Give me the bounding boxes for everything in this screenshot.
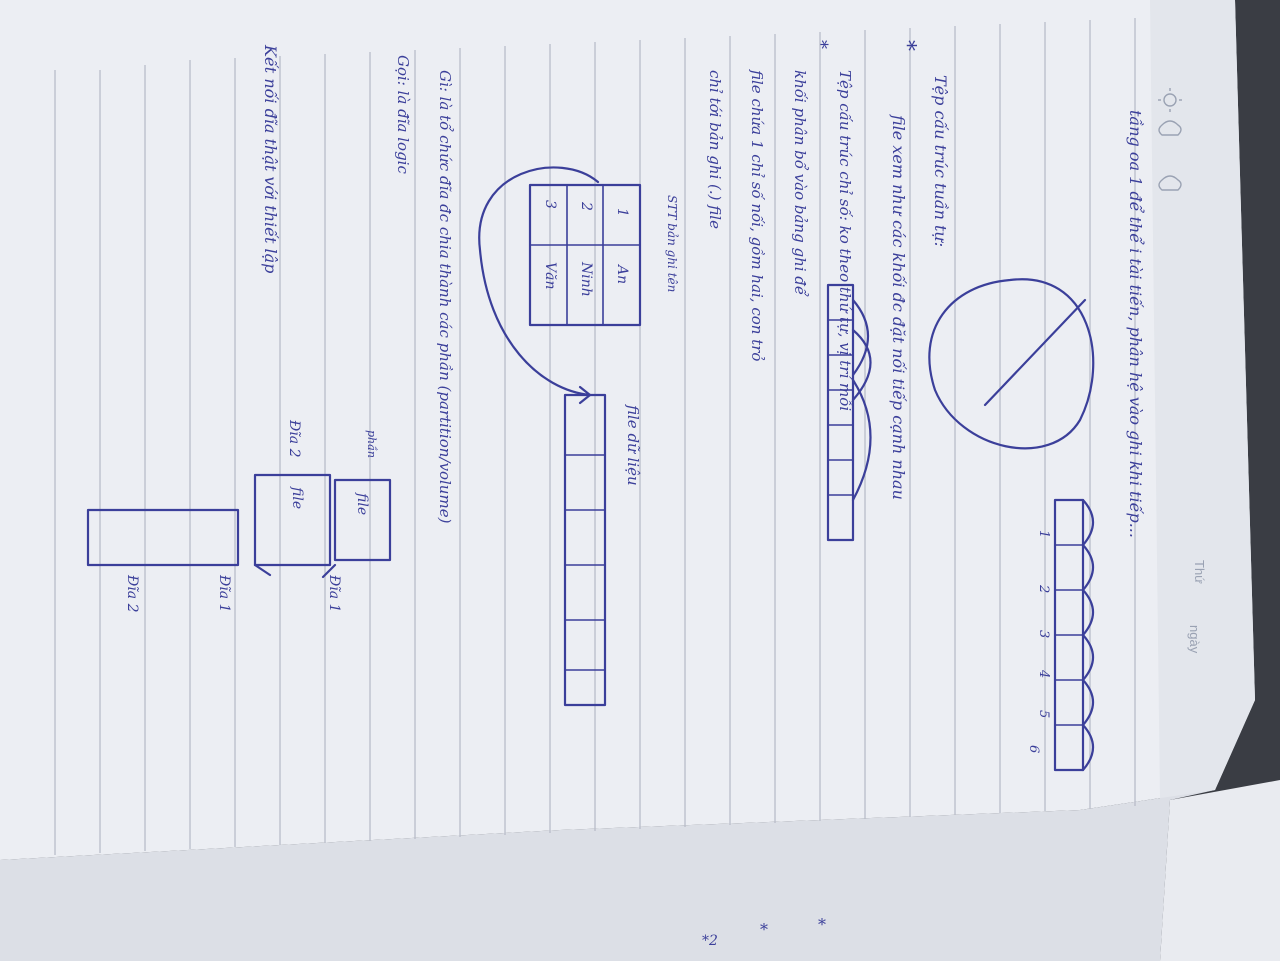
partition-label: phần — [365, 430, 378, 458]
file-label: file — [354, 493, 370, 516]
date-header — [1187, 625, 1202, 654]
index-row-3-name: Văn — [542, 262, 558, 290]
partition-note-2 — [394, 55, 412, 174]
bullet-1-body — [889, 114, 908, 500]
bullet-2-line-4-text: chỉ tới bản ghi (.) file — [706, 70, 724, 229]
partition-note-2-text: Gọi: là đĩa logic — [394, 55, 412, 174]
file-label-2: file — [289, 487, 305, 510]
bullet-1-title — [931, 75, 950, 247]
disk-2-label: Đĩa 2 — [124, 575, 140, 613]
bullet-1-title-text: Tệp cấu trúc tuần tự: — [931, 75, 950, 248]
partition-note — [436, 70, 454, 524]
index-caption-text: STT bản ghi tên — [665, 195, 679, 293]
next-page-mark-1: * — [760, 920, 768, 939]
index-row-2-name: Ninh — [578, 262, 594, 297]
bullet-1-body-text: file xem như các khối đc đặt nối tiếp cạnh nhau — [889, 115, 908, 500]
index-row-1-name: An — [614, 265, 630, 285]
track-5: 5 — [1036, 710, 1051, 719]
index-caption — [665, 195, 679, 292]
bullet-2-line-1 — [836, 70, 854, 411]
index-row-1-stt: 1 — [614, 208, 630, 217]
track-4: 4 — [1036, 670, 1051, 679]
next-page-mark-2: * — [818, 915, 826, 934]
conclusion-text: Kết nối đĩa thật với thiết lập — [261, 45, 280, 274]
bullet-2-line-2-text: khối phân bổ vào bảng ghi để — [791, 70, 809, 296]
note-line-1-text: tầng oa 1 để thể i tài tiến, phân hệ vào ghi khi tiếp... — [1126, 110, 1145, 538]
bullet-2-line-3-text: file chứa 1 chỉ số nối, gồm hai, con trỏ — [748, 70, 766, 362]
disk-2-label-b: Đĩa 2 — [286, 420, 302, 458]
note-line-1 — [1126, 110, 1145, 538]
bullet-1-mark — [894, 40, 919, 51]
track-6: 6 — [1026, 745, 1041, 754]
weekday-header — [1192, 560, 1207, 584]
partition-note-text: Gì: là tổ chức đĩa đc chia thành các phần (partition/volume) — [436, 70, 454, 524]
weekday-label: Thứ — [1192, 560, 1207, 584]
disk-1-label: Đĩa 1 — [326, 575, 342, 613]
index-row-3-stt: 3 — [542, 200, 558, 209]
data-file-label-text: file dữ liệu — [624, 405, 642, 486]
data-file-label — [624, 404, 642, 486]
bullet-2-mark — [810, 40, 831, 49]
bullet-2-line-1-text: Tệp cấu trúc chỉ số: ko theo thứ tự, vị trí mỗi — [836, 70, 854, 412]
disk-1-label-b: Đĩa 1 — [216, 575, 232, 613]
next-page — [1160, 780, 1280, 961]
svg-text:*: * — [894, 40, 919, 51]
bullet-2-line-2 — [791, 70, 809, 297]
date-label: ngày — [1187, 625, 1202, 654]
next-page-mark-3: *2 — [702, 933, 718, 949]
track-3: 3 — [1036, 630, 1051, 639]
bullet-2-line-3 — [748, 69, 766, 361]
svg-text:*: * — [810, 40, 831, 49]
track-2: 2 — [1036, 585, 1051, 594]
index-row-2-stt: 2 — [578, 202, 594, 211]
bullet-2-line-4 — [706, 70, 724, 229]
conclusion-line — [261, 44, 280, 273]
track-1: 1 — [1036, 530, 1051, 539]
